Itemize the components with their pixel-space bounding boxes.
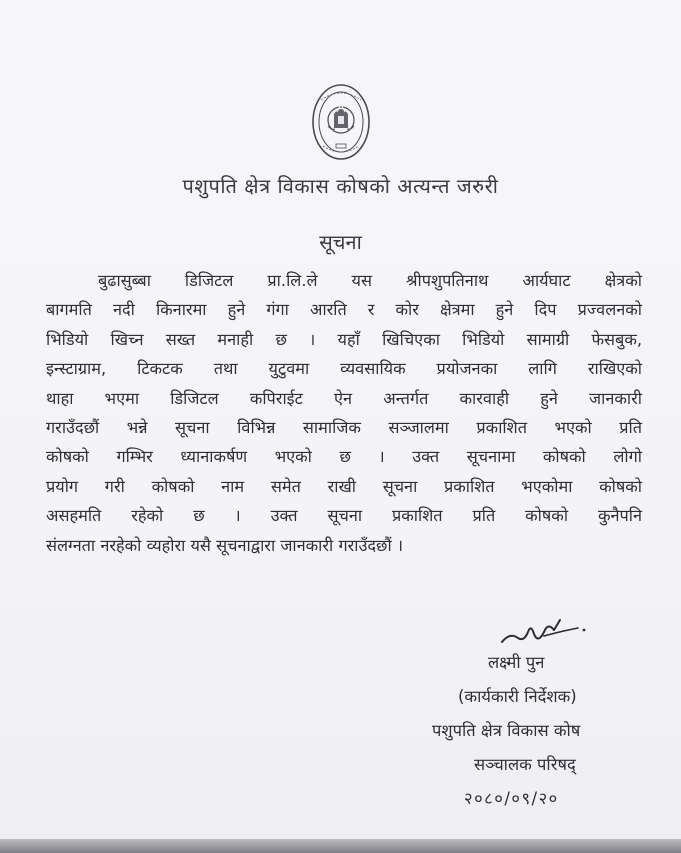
body-line: प्रयोग गरी कोषको नाम समेत राखी सूचना प्रकाशित भएकोमा कोषको	[46, 476, 642, 496]
signatory-organization: पशुपति क्षेत्र विकास कोष	[432, 721, 581, 740]
body-line: थाहा भएमा डिजिटल कपिराईट ऐन अन्तर्गत कारवाही हुने जानकारी	[46, 388, 642, 408]
signatory-title: (कार्यकारी निर्देशक)	[458, 687, 577, 706]
notice-heading: पशुपति क्षेत्र विकास कोषको अत्यन्त जरुरी	[182, 174, 499, 198]
body-line: कोषको गम्भिर ध्यानाकर्षण भएको छ । उक्त सूचनामा कोषको लोगो	[46, 447, 642, 467]
notice-subheading: सूचना	[319, 230, 362, 254]
notice-body	[46, 266, 642, 560]
signatory-block	[400, 646, 660, 816]
body-line: बागमति नदी किनारमा हुने गंगा आरति र कोर क्षेत्रमा हुने दिप प्रज्वलनको	[46, 300, 642, 320]
body-line: इन्स्टाग्राम, टिकटक तथा युटुवमा व्यवसायिक प्रयोजनका लागि राखिएको	[46, 359, 642, 379]
pashupati-seal-logo-icon	[311, 82, 371, 162]
notice-date: २०८०/०९/२०	[464, 789, 559, 808]
body-line: गराउँदछौं भन्ने सूचना विभिन्न सामाजिक सञ्जालमा प्रकाशित भएको प्रति	[46, 418, 642, 438]
signatory-name: लक्ष्मी पुन	[488, 653, 545, 672]
body-line: असहमति रहेको छ । उक्त सूचना प्रकाशित प्रति कोषको कुनैपनि	[46, 506, 642, 526]
photo-bottom-edge	[0, 839, 681, 853]
body-line: भिडियो खिच्न सख्त मनाही छ । यहाँ खिचिएका भिडियो सामाग्री फेसबुक,	[46, 329, 642, 349]
body-line: संलग्नता नरहेको व्यहोरा यसै सूचनाद्वारा जानकारी गराउँदछौं ।	[46, 535, 404, 555]
handwritten-signature-icon	[498, 602, 598, 652]
signatory-council: सञ्चालक परिषद्	[474, 755, 576, 774]
body-line: बुढासुब्बा डिजिटल प्रा.लि.ले यस श्रीपशुपतिनाथ आर्यघाट क्षेत्रको	[98, 271, 642, 290]
